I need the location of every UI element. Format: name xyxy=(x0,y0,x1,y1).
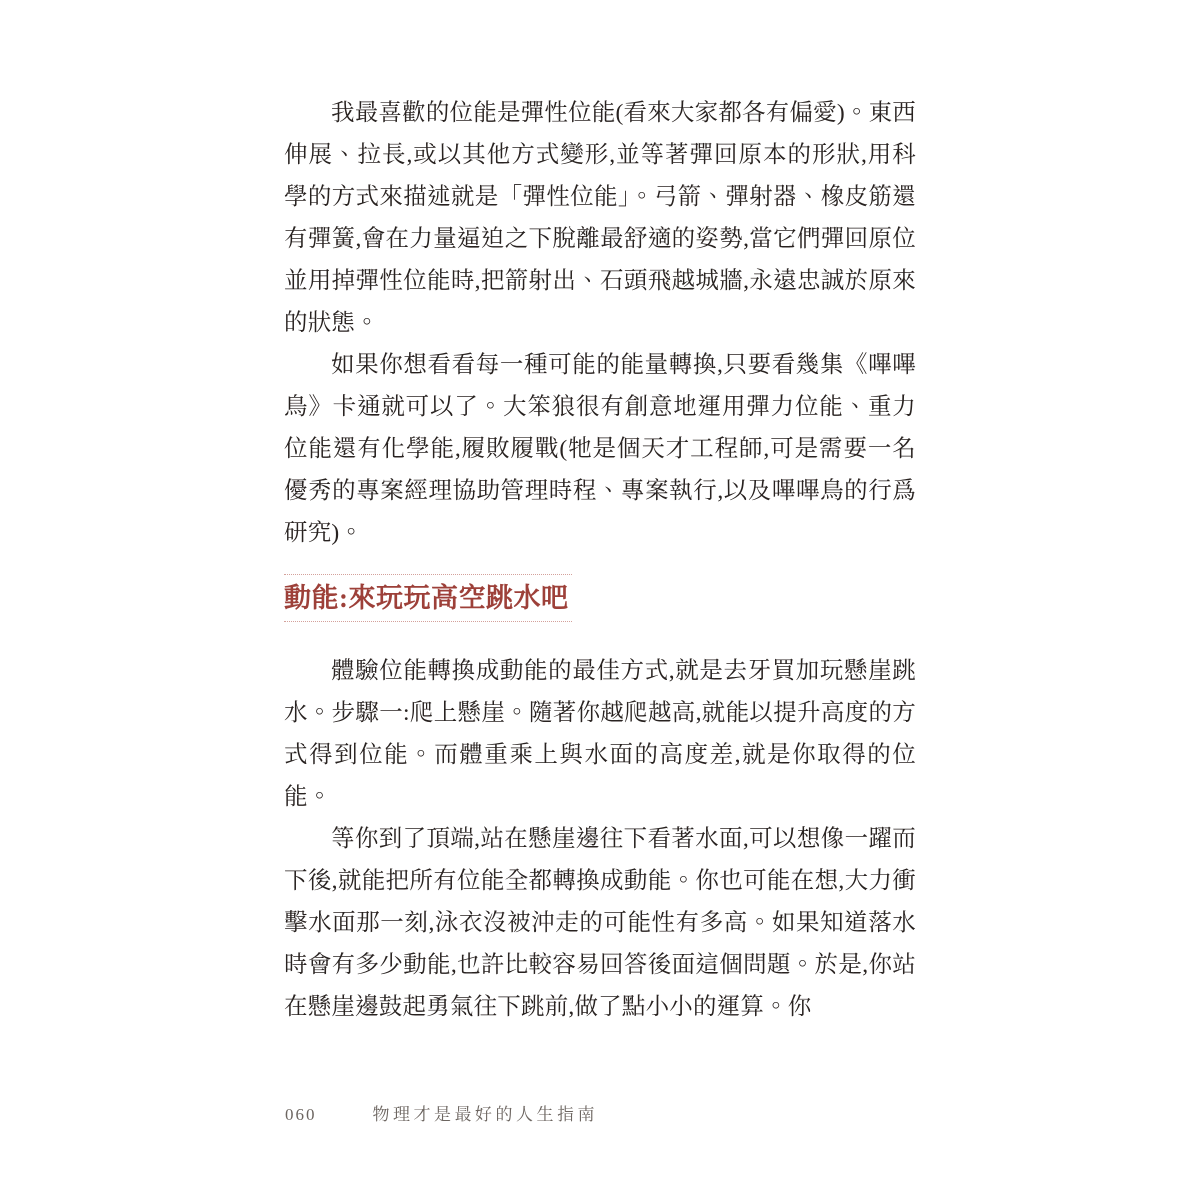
section-heading: 動能:來玩玩高空跳水吧 xyxy=(284,574,572,622)
paragraph-roadrunner-cartoon: 如果你想看看每一種可能的能量轉換,只要看幾集《嗶嗶鳥》卡通就可以了。大笨狼很有創意地運用彈力位能、重力位能還有化學能,履敗履戰(牠是個天才工程師,可是需要一名優秀的專案經理協助管理時程、專案執行,以及嗶嗶鳥的行爲研究)。 xyxy=(284,352,916,546)
page-footer xyxy=(285,1100,598,1125)
paragraph-elastic-potential: 我最喜歡的位能是彈性位能(看來大家都各有偏愛)。東西伸展、拉長,或以其他方式變形,並等著彈回原本的形狀,用科學的方式來描述就是「彈性位能」。弓箭、彈射器、橡皮筋還有彈簧,會在力量逼迫之下脫離最舒適的姿勢,當它們彈回原位並用掉彈性位能時,把箭射出、石頭飛越城牆,永遠忠誠於原來的狀態。 xyxy=(284,100,916,336)
running-title: 物理才是最好的人生指南 xyxy=(372,1105,598,1124)
text-column xyxy=(284,92,916,1028)
paragraph-cliff-diving-intro: 體驗位能轉換成動能的最佳方式,就是去牙買加玩懸崖跳水。步驟一:爬上懸崖。隨著你越爬越高,就能以提升高度的方式得到位能。而體重乘上與水面的高度差,就是你取得的位能。 xyxy=(284,658,916,810)
paragraph-cliff-top: 等你到了頂端,站在懸崖邊往下看著水面,可以想像一躍而下後,就能把所有位能全都轉換成動能。你也可能在想,大力衝擊水面那一刻,泳衣沒被沖走的可能性有多高。如果知道落水時會有多少動能,也許比較容易回答後面這個問題。於是,你站在懸崖邊鼓起勇氣往下跳前,做了點小小的運算。你 xyxy=(284,826,916,1020)
page-number: 060 xyxy=(285,1105,317,1124)
